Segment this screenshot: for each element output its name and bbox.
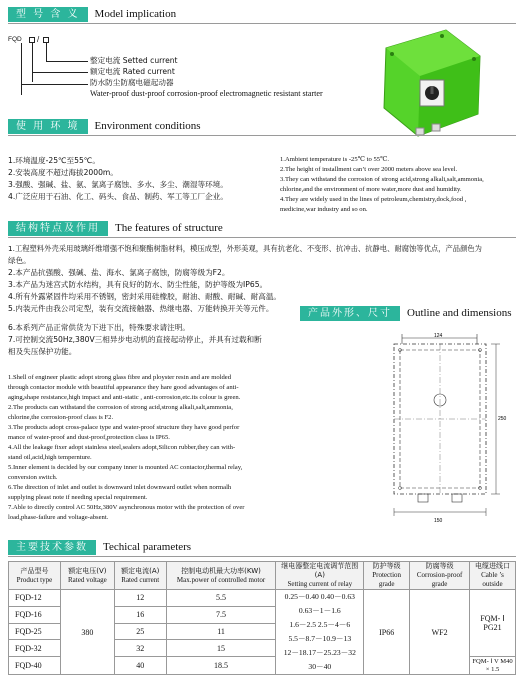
spec-table: [8, 561, 516, 675]
features-en-item: aging,shape resistance,high impact and anti-static , anti-corrosion,etc.its colour is green.: [8, 394, 241, 401]
cell-voltage: 380: [60, 590, 114, 675]
model-code: FQD: [8, 36, 22, 43]
features-en-item: 1.Shell of engineer plastic adopt strong glass fibre and ployster resin and are molded: [8, 374, 232, 381]
section-tag: 型 号 含 义: [8, 7, 88, 22]
header-cell: 额定电压(V) Rated voltage: [60, 562, 114, 590]
header-cell: 防腐等级 Corrosion-proof grade: [410, 562, 470, 590]
env-en-item: 2.The height of installment can’t over 2000 meters above sea level.: [280, 166, 458, 173]
features-en-item: mance of water-proof and dust-proof,protection class is IP65.: [8, 434, 170, 441]
features-en-item: conversion switch.: [8, 474, 58, 481]
env-section-header: [8, 118, 201, 134]
cell-relay-range: 0.25－0.40 0.40－0.63 0.63－1－1.6 1.6－2.5 2.5－4－6 5.5－8.7－10.9－13 12－18.17－25.23－32 30－40: [276, 590, 364, 675]
cell-current: 32: [114, 640, 166, 657]
dimension-drawing: [372, 330, 512, 540]
cell-cable-2: FQM- Ⅰ V M40 × 1.5: [470, 657, 516, 675]
features-section-header: [8, 220, 223, 236]
features-en-item: 3.The products adopt cross-palace type and water-proof structure they have good perfor: [8, 424, 240, 431]
env-cn-item: 4.广泛应用于石油、化工、码头、食品、制药、军工等工厂企业。: [8, 192, 228, 201]
header-cell: 电缆进线口 Cable ’s outside: [470, 562, 516, 590]
section-title: Environment conditions: [94, 120, 201, 132]
divider: [8, 237, 516, 238]
section-title: Techical parameters: [103, 541, 192, 553]
cell-power: 11: [166, 623, 276, 640]
env-en-item: 4.They are widely used in the lines of petroleum,chemistry,dock,food ,: [280, 196, 467, 203]
cell-type: FQD-12: [9, 590, 61, 607]
cell-power: 5.5: [166, 590, 276, 607]
features-cn-item: 2.本产品抗强酸、强碱、盐、海水、氯离子腐蚀，防腐等级为F2。: [8, 268, 230, 277]
legend-setted: 整定电流 Setted current: [90, 56, 178, 65]
section-tag: 使 用 环 境: [8, 119, 88, 134]
features-en-item: stand oil,acid,high tempernture.: [8, 454, 92, 461]
features-en-item: 7.Able to directly control AC 50Hz,380V asynchronous motor with the protection of over: [8, 504, 245, 511]
cell-current: 40: [114, 657, 166, 675]
section-title: Model implication: [94, 8, 177, 20]
cell-type: FQD-32: [9, 640, 61, 657]
features-cn-item: 1.工程塑料外壳采用玻璃纤维增强不饱和聚酯树脂材料，模压成型，外形美观，具有抗老化、不变形、抗冲击、抗静电、耐腐蚀等优点，产品颜色为: [8, 244, 482, 253]
model-slash: /: [37, 35, 40, 44]
cell-type: FQD-16: [9, 606, 61, 623]
features-cn-item: 5.内装元件由我公司定型，装有交流接触器、热继电器、万能转换开关等元件。: [8, 304, 274, 313]
env-en-item: chlorine,and the environment of more water,more dust and humidity.: [280, 186, 462, 193]
cell-cable-1: FQM- Ⅰ PG21: [470, 590, 516, 657]
env-en-item: medicine,war industry and so on.: [280, 206, 368, 213]
features-en-item: load,phase-failure and voltage-absent.: [8, 514, 109, 521]
header-cell: 继电器整定电流调节范围(A) Setting current of relay: [276, 562, 364, 590]
dim-bottom: 150: [434, 518, 443, 524]
features-en-item: 5.Inner element is decided by our company inner is mounted AC contactor,thermal relay,: [8, 464, 243, 471]
cell-type: FQD-40: [9, 657, 61, 675]
cell-current: 16: [114, 606, 166, 623]
features-cn-item: 相及失压保护功能。: [8, 347, 77, 356]
features-cn-item: 4.所有外露紧固件均采用不锈钢，密封采用硅橡胶，耐油、耐酸、耐碱、耐高温。: [8, 292, 282, 301]
product-image: [372, 26, 484, 142]
env-cn-item: 2.安装高度不超过海拔2000m。: [8, 168, 118, 177]
cell-protection: IP66: [364, 590, 410, 675]
legend-rated: 额定电流 Rated current: [90, 67, 175, 76]
env-cn-item: 3.强酸、强碱、盐、氨、氯离子腐蚀、多水、多尘、潮湿等环境。: [8, 180, 228, 189]
features-en-item: 4.All the leakage fixer adopt stainless steel,sealers adopt,Silicon rubber,they can with-: [8, 444, 236, 451]
params-section-header: [8, 539, 191, 555]
dim-side: 250: [498, 416, 507, 422]
features-en-item: chlorine,the corrosion-proof class is F2.: [8, 414, 114, 421]
cell-power: 18.5: [166, 657, 276, 675]
table-header-row: [9, 562, 516, 590]
env-en-item: 3.They can withstand the corrosion of strong acid,strong alkali,salt,ammonia,: [280, 176, 484, 183]
header-cell: 控制电动机最大功率(KW) Max.power of controlled motor: [166, 562, 276, 590]
env-en-item: 1.Ambient temperature is -25℃ to 55℃.: [280, 156, 390, 163]
header-cell: 产品型号 Product type: [9, 562, 61, 590]
legend-en: Water-proof dust-proof corrosion-proof electromagnetic resistant starter: [90, 89, 323, 98]
cell-power: 15: [166, 640, 276, 657]
features-en-item: 2.The products can withstand the corrosion of strong acid,strong alkali,salt,ammonia,: [8, 404, 233, 411]
features-cn-item: 绿色。: [8, 256, 31, 265]
model-section-header: [8, 6, 176, 22]
header-cell: 防护等级 Protection grade: [364, 562, 410, 590]
divider: [8, 556, 516, 557]
features-cn-item: 3.本产品为迷宫式防水结构，具有良好的防水、防尘性能，防护等级为IP65。: [8, 280, 268, 289]
divider: [8, 135, 516, 136]
legend-cn: 防水防尘防腐电磁起动器: [90, 78, 174, 87]
features-cn-item: 7.可控制交流50Hz,380V三相异步电动机的直接起动停止，并具有过载和断: [8, 335, 262, 344]
features-en-item: 6.The direction of inlet and outlet is downward inlet downward outlet when normalh: [8, 484, 232, 491]
header-cell: 额定电流(A) Rated current: [114, 562, 166, 590]
features-en-item: supplying pleast note if needing special requirement.: [8, 494, 148, 501]
dim-top: 124: [434, 333, 443, 339]
section-title: The features of structure: [115, 222, 223, 234]
dims-section-header: [300, 305, 512, 321]
cell-type: FQD-25: [9, 623, 61, 640]
section-tag: 结构特点及作用: [8, 221, 108, 236]
cell-power: 7.5: [166, 606, 276, 623]
env-cn-item: 1.环境温度-25℃至55℃。: [8, 156, 100, 165]
cell-current: 12: [114, 590, 166, 607]
table-row: [9, 590, 516, 607]
features-cn-item: 6.本系列产品正常供货为下进下出，特殊要求请注明。: [8, 323, 190, 332]
divider: [8, 23, 516, 24]
section-tag: 产品外形、尺寸: [300, 306, 400, 321]
section-title: Outline and dimensions: [407, 307, 512, 319]
cell-corrosion: WF2: [410, 590, 470, 675]
features-en-item: through contactor module with beautiful appearance they hare good advantages of anti-: [8, 384, 239, 391]
cell-current: 25: [114, 623, 166, 640]
section-tag: 主要技术参数: [8, 540, 96, 555]
